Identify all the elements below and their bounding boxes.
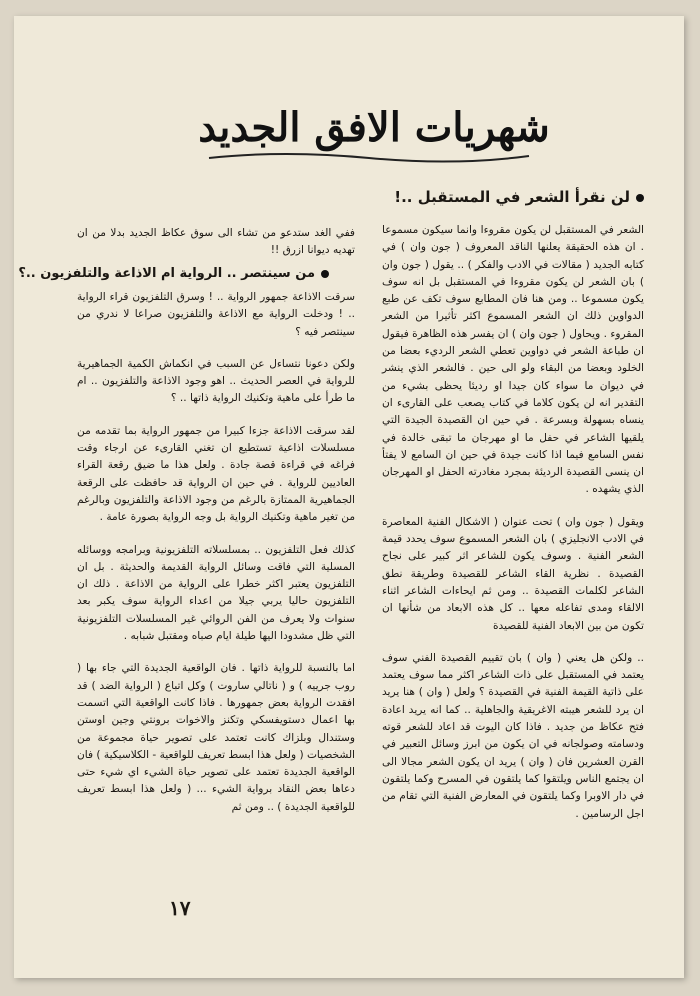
title-flourish-decoration xyxy=(204,148,534,166)
paragraph: ولكن دعونا نتساءل عن السبب في انكماش الكمية الجماهيرية للرواية في العصر الحديث .. اهو وجود الاذاعة والتلفزيون .. ام ما طرأ على ماهية وتكنيك الرواية ذاتها .. ؟ xyxy=(77,357,355,405)
main-heading-text: لن نقرأ الشعر في المستقبل ..! xyxy=(394,188,630,206)
paragraph: ويقول ( جون وان ) تحت عنوان ( الاشكال الفنية المعاصرة في الادب الانجليزي ) بان الشعر المسموع سوف يحدد قيمة الشعر الفنية . وسوف يكون للشاعر اثر كبير على نجاح القصيدة . نظرية القاء الشاعر للقصيدة وطريقة نطق الشاعر لكلمات القصيدة .. ومن ثم ايحاءات الشاعر اثناء الالقاء ومدى تفاعله معها .. كل هذه الابعاد من شأنها ان تكون من بين الابعاد الفنية للقصيدة xyxy=(382,515,644,632)
paragraph: سرقت الاذاعة جمهور الرواية .. ! وسرق التلفزيون قراء الرواية .. ! ودخلت الرواية مع الاذاعة والتلفزيون صراعا لا ندري من سينتصر فيه ؟ xyxy=(77,291,355,338)
paragraph: اما بالنسبة للرواية ذاتها . فان الواقعية الجديدة التي جاء بها ( روب جرييه ) و ( ناتالي ساروت ) وكل اتباع ( الرواية الضد ) قد افقدت الرواية بعض جمهورها . فاذا كانت الواقعية التي اتسمت بها اعمال دستويفسكي وتكنز والاخوات برونتي وجين اوستن وستندال وبلزاك كانت تعتمد على تصوير حياة مجموعة من الشخصيات ( ولعل هذا ابسط تعريف للواقعية - الكلاسيكية ) فان الواقعية الجديدة تعتمد على تصوير حياة الشيء اي شيء حتى دعاها بعض النقاد برواية الشيء ... ( ولعل هذا ابسط تعريف للواقعية الجديدة ) .. ومن ثم xyxy=(76,662,355,813)
sub-heading xyxy=(18,266,329,281)
right-column xyxy=(382,222,644,838)
bullet-icon xyxy=(321,270,329,278)
paragraph: ففي الغد ستدعو من تشاء الى سوق عكاظ الجديد بدلا من ان تهديه ديوانا ازرق !! xyxy=(77,227,355,257)
main-heading xyxy=(394,188,644,206)
paragraph: كذلك فعل التلفزيون .. بمسلسلاته التلفزيونية وبرامجه ووسائله المسلية التي فاقت وسائل الرواية القديمة والحديثة . بل ان التلفزيون يعتبر اكثر خطرا على الرواية من الاذاعة . ذلك ان التلفزيون حاليا يربي جيلا من اعداء الرواية سوف يكبر بعد سنوات ولا يعرف من الفن الروائي غير المسلسلات التلفزيونية التي ظل مشدودا اليها طيلة ايام صباه ومقتبل شبابه . xyxy=(77,543,355,643)
magazine-page xyxy=(14,16,684,978)
page-title: شهريات الافق الجديد xyxy=(198,104,550,151)
paragraph: لقد سرقت الاذاعة جزءا كبيرا من جمهور الرواية بما تقدمه من مسلسلات اذاعية تستطيع ان تغني القارىء عن ارجاء وقت فراغه في قراءة قصة جادة . ولعل هذا ما ضيق رقعة القراء العاديين للرواية . في حين ان الرواية قد حافظت على الرقعة الجماهيرية الممتازة بالرغم من وجود الاذاعة والتلفزيون وبالرغم من تغير ماهية وتكنيك الرواية بل وجه الرواية بصورة عامة . xyxy=(77,424,355,524)
bullet-icon xyxy=(636,194,644,202)
left-column xyxy=(77,289,355,831)
paragraph: .. ولكن هل يعني ( وان ) بان تقييم القصيدة الفني سوف يعتمد في المستقبل على ذات الشاعر اكثر مما سوف يعتمد على ذاتية القيمة الفنية في القصيدة ؟ ولعل ( وان ) هنا يريد ان يرد للشعر هيبته الاغريقية والجاهلية .. كما انه يريد اعادة فتح عكاظ من جديد . فاذا كان اليوت قد اعاد للشعر قوته ودسامته وصولجانه في ان يكون من ابرز وسائل التعبير في القرن العشرين فان ( وان ) يريد ان يكون الشعر مجالا الى ان يجتمع الناس ويلتقوا كما يلتقون في المسرح وكما يلتقون في دار الاوبرا وكما يلتقون في المعارض الفنية التي تقام من اجل الرسامين . xyxy=(382,651,644,820)
paragraph: الشعر في المستقبل لن يكون مقروءا وانما سيكون مسموعا . ان هذه الحقيقة يعلنها الناقد المعروف ( جون وان ) في كتابه الجديد ( مقالات في الادب والفكر ) .. يقول ( جون وان ) بان الشعر لن يكون مقروءا في المستقبل بل انه سوف يكون مسموعا .. ومن هنا فان المطابع سوف تكف عن طبع الدواوين ذلك ان الشعر المسموع اكثر تأثيرا من الشعر المقروء . ويحاول ( جون وان ) ان يفسر هذه الظاهرة فيقول ان طباعة الشعر في دواوين تعطي الشعر الرديء بعضا من الخلود وبعضا من البقاء ولو الى حين . فالشعر الذي ينشر في ديوان ما سواء كان جيدا او رديئا يحظى بشيء من التقدير انه لن يكون كلاما في كتاب يصعب على القارىء ان ينساه بسهولة وبسرعة . في حين ان القصيدة الجيدة التي يلقيها الشاعر في حفل ما او مهرجان ما تبقى خالدة في نفس السامع فيما اذا كانت جيدة في حين ان السامع لا يفتأ ان ينسى القصيدة الرديئة بمجرد مغادرته الحفل او المهرجان الذي يشهده . xyxy=(382,224,644,496)
sub-heading-text: من سينتصر .. الرواية ام الاذاعة والتلفزيون ..؟ xyxy=(18,266,315,281)
page-number: ١٧ xyxy=(169,896,191,920)
